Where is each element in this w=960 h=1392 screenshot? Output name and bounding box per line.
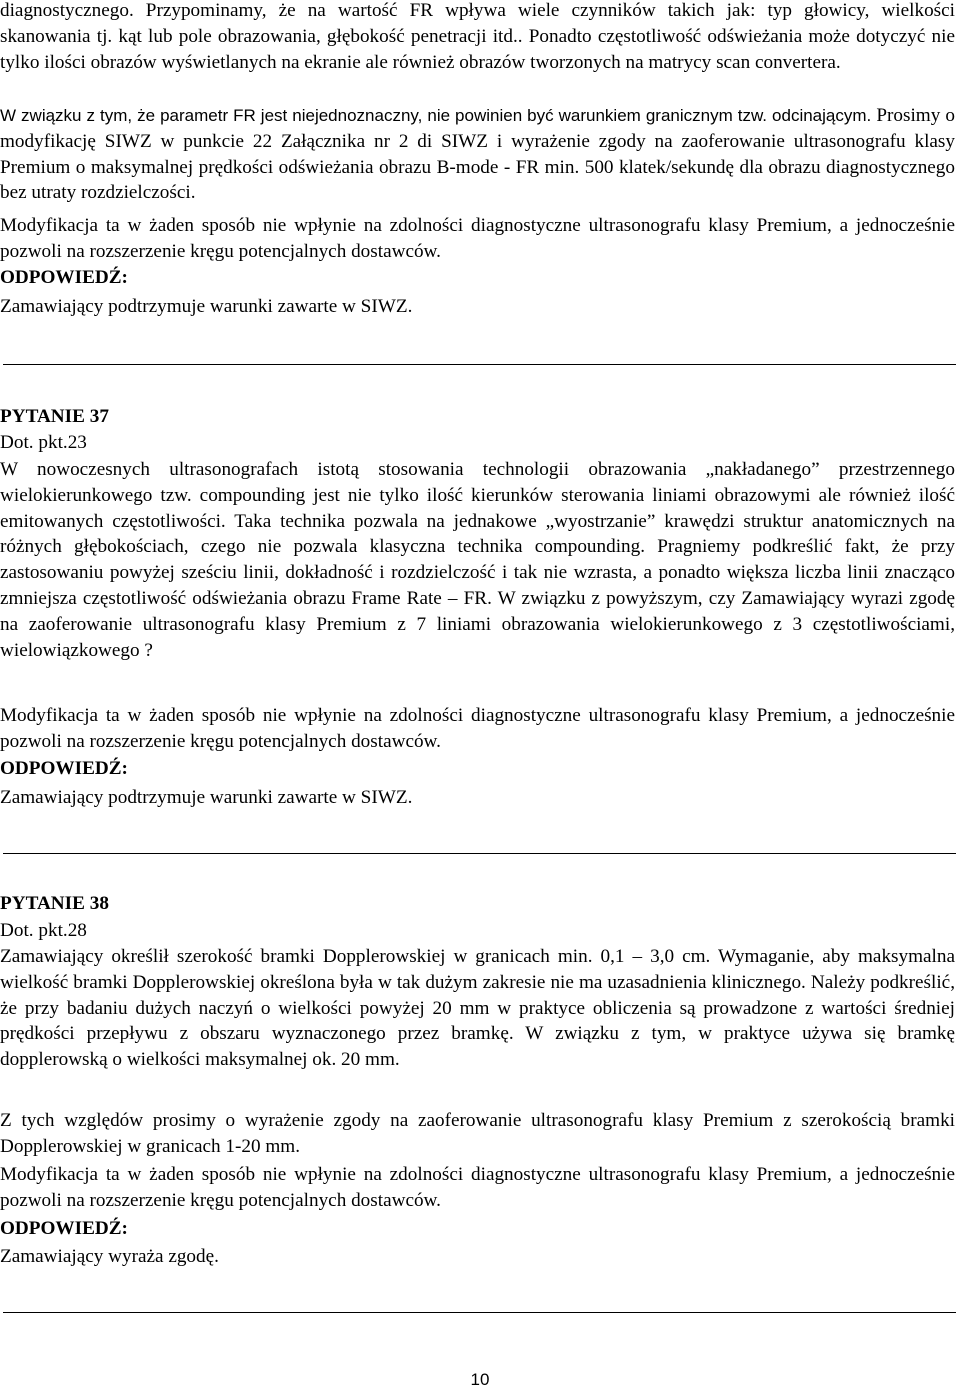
intro-paragraph [0, 0, 955, 75]
question-38-ref [0, 918, 955, 944]
question-body-text: W nowoczesnych ultrasonografach istotą stosowania technologii obrazowania „nakładanego” przestrzennego wielokierunkowego tzw. compounding jest nie tylko ilość kierunków sterowania liniami obrazowymi ale również ilość emitowanych częstotliwości. Taka technika pozwala na jednakowe „wyostrzanie” krawędzi struktur anatomicznych na różnych głębokościach, czego nie pozwala klasyczna technika compounding. Pragniemy podkreślić fakt, że przy zastosowaniu powyżej sześciu linii, dokładność i rozdzielczość i tak nie wzrasta, a ponadto większa liczba linii znacząco zmniejsza częstotliwość odświeżania obrazu Frame Rate – FR. W związku z powyższym, czy Zamawiający wyrazi zgodę na zaoferowanie ultrasonografu klasy Premium z 7 liniami obrazowania wielokierunkowego z 3 częstotliwościami, wielowiązkowego ? [0, 459, 955, 661]
question-38-title: PYTANIE 38 [0, 893, 109, 914]
question-37-answer [0, 785, 955, 811]
request-text: Z tych względów prosimy o wyrażenie zgody na zaoferowanie ultrasonografu klasy Premium z szerokością bramki Dopplerowskiej w granicach 1-20 mm. [0, 1110, 955, 1157]
question-38-body [0, 944, 955, 1073]
question-37-answer-label [0, 756, 955, 782]
intro-answer [0, 294, 955, 320]
question-ref: Dot. pkt.23 [0, 432, 87, 453]
page-number: 10 [470, 1370, 490, 1389]
question-body-text: Zamawiający określił szerokość bramki Dopplerowskiej w granicach min. 0,1 – 3,0 cm. Wymaganie, aby maksymalna wielkość bramki Dopplerowskiej określona była w tak dużym zakresie nie ma uzasadnienia klinicznego. Należy podkreślić, że przy badaniu dużych naczyń o wielkości powyżej 20 mm w praktyce obliczenia są prowadzone z wartości średniej prędkości przepływu z obszaru wyznaczonego przez bramkę. W związku z tym, w praktyce używa się bramkę dopplerowską o wielkości maksymalnej ok. 20 mm. [0, 946, 955, 1071]
section-divider [3, 364, 956, 365]
intro-serif-text: Prosimy o modyfikację SIWZ w punkcie 22 Załącznika nr 2 di SIWZ i wyrażenie zgody na zaoferowanie ultrasonografu klasy Premium o maksymalnej prędkości odświeżania obrazu B-mode - FR min. 500 klatek/sekundę dla obrazu diagnostycznego bez utraty rozdzielczości. [0, 105, 955, 204]
answer-label: ODPOWIEDŹ: [0, 267, 128, 288]
question-37-body [0, 457, 955, 663]
answer-label: ODPOWIEDŹ: [0, 758, 128, 779]
question-37-modification [0, 703, 955, 755]
answer-text: Zamawiający wyraża zgodę. [0, 1246, 219, 1267]
question-37-title: PYTANIE 37 [0, 406, 109, 427]
intro-text-1: diagnostycznego. Przypominamy, że na wartość FR wpływa wiele czynników takich jak: typ głowicy, wielkości skanowania tj. kąt lub pole obrazowania, głębokość penetracji itd.. Ponadto częstotliwość odświeżania może dotyczyć nie tylko ilości obrazów wyświetlanych na ekranie ale również obrazów tworzonych na matrycy scan convertera. [0, 0, 955, 73]
section-divider [3, 853, 956, 854]
modification-text: Modyfikacja ta w żaden sposób nie wpłynie na zdolności diagnostyczne ultrasonografu klasy Premium, a jednocześnie pozwoli na rozszerzenie kręgu potencjalnych dostawców. [0, 1164, 955, 1211]
intro-sans-text: W związku z tym, że parametr FR jest niejednoznaczny, nie powinien być warunkiem granicznym tzw. odcinającym. [0, 106, 872, 125]
section-divider [3, 1312, 956, 1313]
intro-modification [0, 213, 955, 265]
answer-text: Zamawiający podtrzymuje warunki zawarte w SIWZ. [0, 296, 413, 317]
modification-text: Modyfikacja ta w żaden sposób nie wpłynie na zdolności diagnostyczne ultrasonografu klasy Premium, a jednocześnie pozwoli na rozszerzenie kręgu potencjalnych dostawców. [0, 705, 955, 752]
question-37-ref [0, 430, 955, 456]
intro-request [0, 103, 955, 206]
question-ref: Dot. pkt.28 [0, 920, 87, 941]
intro-modification-text: Modyfikacja ta w żaden sposób nie wpłynie na zdolności diagnostyczne ultrasonografu klasy Premium, a jednocześnie pozwoli na rozszerzenie kręgu potencjalnych dostawców. [0, 215, 955, 262]
question-38-answer-label [0, 1216, 955, 1242]
question-38-answer [0, 1244, 955, 1270]
answer-label: ODPOWIEDŹ: [0, 1218, 128, 1239]
intro-answer-label [0, 265, 955, 291]
question-38-modification [0, 1162, 955, 1214]
answer-text: Zamawiający podtrzymuje warunki zawarte w SIWZ. [0, 787, 413, 808]
question-38-request [0, 1108, 955, 1160]
